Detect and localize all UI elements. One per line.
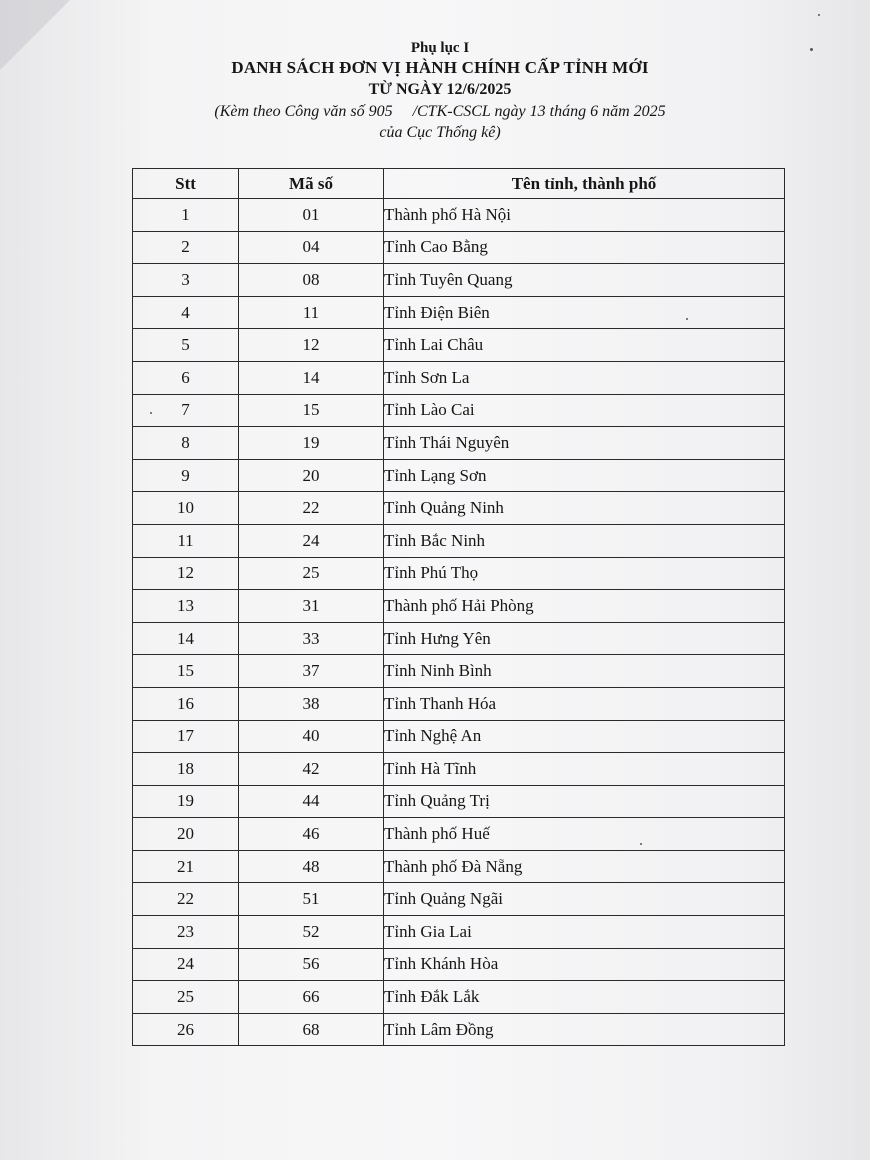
row-stt-cell: 4 xyxy=(133,296,239,329)
row-province-name-cell: Tỉnh Quảng Ngãi xyxy=(384,883,785,916)
table-row xyxy=(133,981,785,1014)
row-code-cell: 40 xyxy=(239,720,384,753)
row-province-name-cell: Tỉnh Thái Nguyên xyxy=(384,427,785,460)
table-row xyxy=(133,916,785,949)
reference-note-line2: của Cục Thống kê) xyxy=(379,124,501,141)
row-stt-cell: 20 xyxy=(133,818,239,851)
document-title: DANH SÁCH ĐƠN VỊ HÀNH CHÍNH CẤP TỈNH MỚI xyxy=(231,58,649,77)
row-stt-cell: 5 xyxy=(133,329,239,362)
row-province-name-cell: Tỉnh Cao Bằng xyxy=(384,231,785,264)
header-code: Mã số xyxy=(239,169,384,199)
table-row xyxy=(133,361,785,394)
table-row xyxy=(133,1013,785,1046)
table-body xyxy=(133,199,785,1046)
row-province-name-cell: Tỉnh Thanh Hóa xyxy=(384,687,785,720)
row-code-cell: 25 xyxy=(239,557,384,590)
table-row xyxy=(133,590,785,623)
row-stt-cell: 17 xyxy=(133,720,239,753)
table-row xyxy=(133,264,785,297)
table-row xyxy=(133,850,785,883)
row-province-name-cell: Thành phố Hà Nội xyxy=(384,199,785,232)
row-stt-cell: 21 xyxy=(133,850,239,883)
table-row xyxy=(133,655,785,688)
reference-note-line1: (Kèm theo Công văn số 905 /CTK-CSCL ngày 13 tháng 6 năm 2025 xyxy=(214,103,666,120)
row-province-name-cell: Tỉnh Lâm Đồng xyxy=(384,1013,785,1046)
row-stt-cell: 2 xyxy=(133,231,239,264)
row-stt-cell: 12 xyxy=(133,557,239,590)
row-code-cell: 04 xyxy=(239,231,384,264)
row-province-name-cell: Tỉnh Khánh Hòa xyxy=(384,948,785,981)
row-province-name-cell: Tỉnh Hưng Yên xyxy=(384,622,785,655)
header-stt: Stt xyxy=(133,169,239,199)
effective-date: TỪ NGÀY 12/6/2025 xyxy=(368,81,512,98)
row-stt-cell: 13 xyxy=(133,590,239,623)
table-row xyxy=(133,753,785,786)
row-code-cell: 24 xyxy=(239,524,384,557)
row-province-name-cell: Tỉnh Hà Tĩnh xyxy=(384,753,785,786)
row-province-name-cell: Thành phố Hải Phòng xyxy=(384,590,785,623)
table-row xyxy=(133,296,785,329)
row-stt-cell: 1 xyxy=(133,199,239,232)
row-stt-cell: 7 xyxy=(133,394,239,427)
table-row xyxy=(133,394,785,427)
row-code-cell: 22 xyxy=(239,492,384,525)
row-stt-cell: 14 xyxy=(133,622,239,655)
row-code-cell: 08 xyxy=(239,264,384,297)
table-header-row xyxy=(133,169,785,199)
table-row xyxy=(133,720,785,753)
row-stt-cell: 22 xyxy=(133,883,239,916)
row-stt-cell: 8 xyxy=(133,427,239,460)
row-province-name-cell: Thành phố Đà Nẵng xyxy=(384,850,785,883)
table-row xyxy=(133,231,785,264)
row-stt-cell: 25 xyxy=(133,981,239,1014)
row-code-cell: 68 xyxy=(239,1013,384,1046)
table-row xyxy=(133,557,785,590)
row-code-cell: 44 xyxy=(239,785,384,818)
row-province-name-cell: Thành phố Huế xyxy=(384,818,785,851)
table-row xyxy=(133,883,785,916)
appendix-label: Phụ lục I xyxy=(410,40,470,56)
header-province-name: Tên tỉnh, thành phố xyxy=(384,169,785,199)
row-stt-cell: 23 xyxy=(133,916,239,949)
row-province-name-cell: Tỉnh Quảng Ninh xyxy=(384,492,785,525)
row-code-cell: 51 xyxy=(239,883,384,916)
row-province-name-cell: Tỉnh Ninh Bình xyxy=(384,655,785,688)
row-stt-cell: 9 xyxy=(133,459,239,492)
row-province-name-cell: Tỉnh Điện Biên xyxy=(384,296,785,329)
row-code-cell: 46 xyxy=(239,818,384,851)
row-code-cell: 33 xyxy=(239,622,384,655)
table-row xyxy=(133,524,785,557)
table-row xyxy=(133,687,785,720)
row-code-cell: 37 xyxy=(239,655,384,688)
row-stt-cell: 3 xyxy=(133,264,239,297)
row-code-cell: 31 xyxy=(239,590,384,623)
row-code-cell: 66 xyxy=(239,981,384,1014)
row-province-name-cell: Tỉnh Quảng Trị xyxy=(384,785,785,818)
row-code-cell: 14 xyxy=(239,361,384,394)
row-stt-cell: 18 xyxy=(133,753,239,786)
row-province-name-cell: Tỉnh Sơn La xyxy=(384,361,785,394)
paper-speck xyxy=(810,48,813,51)
row-stt-cell: 26 xyxy=(133,1013,239,1046)
page-corner-shadow xyxy=(0,0,70,70)
row-code-cell: 01 xyxy=(239,199,384,232)
row-code-cell: 11 xyxy=(239,296,384,329)
row-province-name-cell: Tỉnh Bắc Ninh xyxy=(384,524,785,557)
row-code-cell: 48 xyxy=(239,850,384,883)
row-province-name-cell: Tỉnh Tuyên Quang xyxy=(384,264,785,297)
row-code-cell: 38 xyxy=(239,687,384,720)
row-stt-cell: 16 xyxy=(133,687,239,720)
row-code-cell: 42 xyxy=(239,753,384,786)
row-province-name-cell: Tỉnh Lạng Sơn xyxy=(384,459,785,492)
table-row xyxy=(133,492,785,525)
row-code-cell: 20 xyxy=(239,459,384,492)
table-row xyxy=(133,948,785,981)
row-stt-cell: 10 xyxy=(133,492,239,525)
table-row xyxy=(133,818,785,851)
row-stt-cell: 19 xyxy=(133,785,239,818)
table-row xyxy=(133,329,785,362)
row-stt-cell: 24 xyxy=(133,948,239,981)
paper-speck xyxy=(150,412,152,414)
row-code-cell: 56 xyxy=(239,948,384,981)
row-province-name-cell: Tỉnh Phú Thọ xyxy=(384,557,785,590)
table-row xyxy=(133,427,785,460)
row-province-name-cell: Tỉnh Nghệ An xyxy=(384,720,785,753)
row-province-name-cell: Tỉnh Đắk Lắk xyxy=(384,981,785,1014)
table-row xyxy=(133,785,785,818)
table-row xyxy=(133,622,785,655)
row-code-cell: 15 xyxy=(239,394,384,427)
row-stt-cell: 11 xyxy=(133,524,239,557)
paper-speck xyxy=(686,318,688,320)
row-stt-cell: 6 xyxy=(133,361,239,394)
table-header xyxy=(133,169,785,199)
row-stt-cell: 15 xyxy=(133,655,239,688)
row-code-cell: 12 xyxy=(239,329,384,362)
table-row xyxy=(133,459,785,492)
table-row xyxy=(133,199,785,232)
row-code-cell: 19 xyxy=(239,427,384,460)
row-province-name-cell: Tỉnh Lai Châu xyxy=(384,329,785,362)
row-code-cell: 52 xyxy=(239,916,384,949)
paper-speck xyxy=(818,14,820,16)
province-table xyxy=(132,168,785,1046)
row-province-name-cell: Tỉnh Lào Cai xyxy=(384,394,785,427)
row-province-name-cell: Tỉnh Gia Lai xyxy=(384,916,785,949)
paper-speck xyxy=(640,843,642,845)
